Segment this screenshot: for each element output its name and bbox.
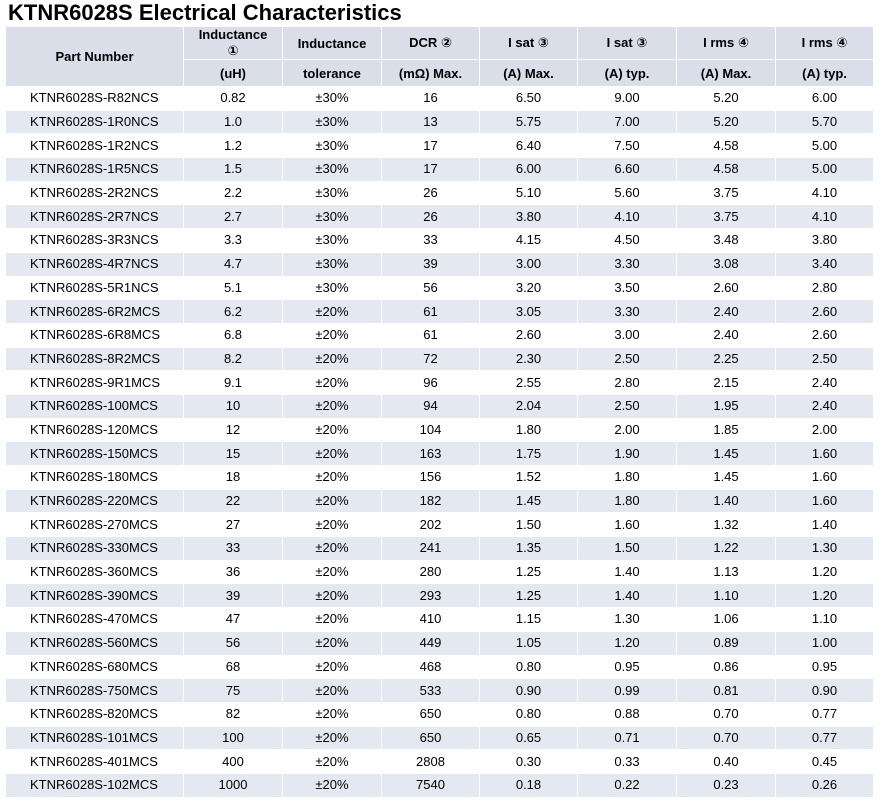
cell-isat-typ: 1.60 bbox=[578, 513, 677, 537]
cell-irms-typ: 2.80 bbox=[776, 276, 874, 300]
cell-irms-typ: 4.10 bbox=[776, 205, 874, 229]
table-row bbox=[6, 347, 874, 371]
cell-inductance: 8.2 bbox=[184, 347, 283, 371]
table-row bbox=[6, 466, 874, 490]
cell-tolerance: ±20% bbox=[283, 726, 382, 750]
cell-inductance: 12 bbox=[184, 418, 283, 442]
cell-part-number: KTNR6028S-750MCS bbox=[6, 679, 184, 703]
cell-part-number: KTNR6028S-102MCS bbox=[6, 773, 184, 797]
cell-part-number: KTNR6028S-100MCS bbox=[6, 394, 184, 418]
cell-tolerance: ±30% bbox=[283, 110, 382, 134]
table-row bbox=[6, 513, 874, 537]
cell-isat-max: 6.40 bbox=[480, 134, 578, 158]
cell-part-number: KTNR6028S-470MCS bbox=[6, 608, 184, 632]
cell-inductance: 1.2 bbox=[184, 134, 283, 158]
cell-part-number: KTNR6028S-5R1NCS bbox=[6, 276, 184, 300]
cell-part-number: KTNR6028S-2R7NCS bbox=[6, 205, 184, 229]
cell-tolerance: ±20% bbox=[283, 560, 382, 584]
cell-inductance: 0.82 bbox=[184, 87, 283, 111]
header-tolerance: Inductance bbox=[283, 27, 382, 60]
cell-tolerance: ±20% bbox=[283, 584, 382, 608]
cell-isat-typ: 9.00 bbox=[578, 87, 677, 111]
cell-tolerance: ±20% bbox=[283, 655, 382, 679]
cell-irms-typ: 4.10 bbox=[776, 181, 874, 205]
cell-isat-max: 2.60 bbox=[480, 323, 578, 347]
cell-irms-typ: 1.20 bbox=[776, 560, 874, 584]
cell-dcr: 182 bbox=[382, 489, 480, 513]
cell-inductance: 4.7 bbox=[184, 252, 283, 276]
cell-irms-typ: 0.26 bbox=[776, 773, 874, 797]
cell-isat-typ: 0.99 bbox=[578, 679, 677, 703]
cell-irms-typ: 2.60 bbox=[776, 323, 874, 347]
cell-tolerance: ±20% bbox=[283, 418, 382, 442]
cell-isat-max: 1.25 bbox=[480, 584, 578, 608]
cell-dcr: 61 bbox=[382, 300, 480, 324]
cell-part-number: KTNR6028S-1R2NCS bbox=[6, 134, 184, 158]
cell-inductance: 2.7 bbox=[184, 205, 283, 229]
cell-inductance: 6.8 bbox=[184, 323, 283, 347]
cell-dcr: 16 bbox=[382, 87, 480, 111]
cell-dcr: 72 bbox=[382, 347, 480, 371]
cell-isat-typ: 1.50 bbox=[578, 537, 677, 561]
cell-isat-max: 2.30 bbox=[480, 347, 578, 371]
cell-isat-typ: 2.80 bbox=[578, 371, 677, 395]
cell-part-number: KTNR6028S-3R3NCS bbox=[6, 229, 184, 253]
cell-part-number: KTNR6028S-401MCS bbox=[6, 750, 184, 774]
cell-irms-max: 1.13 bbox=[677, 560, 776, 584]
cell-dcr: 650 bbox=[382, 702, 480, 726]
cell-irms-typ: 5.70 bbox=[776, 110, 874, 134]
cell-inductance: 56 bbox=[184, 631, 283, 655]
cell-irms-max: 3.08 bbox=[677, 252, 776, 276]
cell-part-number: KTNR6028S-120MCS bbox=[6, 418, 184, 442]
cell-irms-typ: 1.60 bbox=[776, 442, 874, 466]
cell-irms-max: 3.48 bbox=[677, 229, 776, 253]
cell-irms-typ: 2.60 bbox=[776, 300, 874, 324]
cell-dcr: 468 bbox=[382, 655, 480, 679]
table-row bbox=[6, 537, 874, 561]
cell-irms-typ: 1.00 bbox=[776, 631, 874, 655]
cell-irms-max: 2.15 bbox=[677, 371, 776, 395]
cell-isat-max: 0.90 bbox=[480, 679, 578, 703]
table-row bbox=[6, 110, 874, 134]
cell-irms-typ: 0.77 bbox=[776, 726, 874, 750]
cell-dcr: 280 bbox=[382, 560, 480, 584]
cell-tolerance: ±20% bbox=[283, 371, 382, 395]
cell-dcr: 33 bbox=[382, 229, 480, 253]
cell-isat-typ: 0.22 bbox=[578, 773, 677, 797]
cell-dcr: 26 bbox=[382, 181, 480, 205]
cell-inductance: 18 bbox=[184, 466, 283, 490]
cell-part-number: KTNR6028S-1R0NCS bbox=[6, 110, 184, 134]
cell-irms-max: 1.45 bbox=[677, 466, 776, 490]
cell-irms-typ: 0.95 bbox=[776, 655, 874, 679]
cell-tolerance: ±20% bbox=[283, 537, 382, 561]
cell-irms-typ: 2.00 bbox=[776, 418, 874, 442]
cell-dcr: 39 bbox=[382, 252, 480, 276]
table-row bbox=[6, 560, 874, 584]
cell-dcr: 56 bbox=[382, 276, 480, 300]
header-tolerance-unit: tolerance bbox=[283, 60, 382, 87]
cell-tolerance: ±20% bbox=[283, 466, 382, 490]
cell-tolerance: ±20% bbox=[283, 513, 382, 537]
cell-irms-max: 0.86 bbox=[677, 655, 776, 679]
cell-irms-typ: 3.80 bbox=[776, 229, 874, 253]
cell-dcr: 17 bbox=[382, 134, 480, 158]
cell-isat-typ: 1.80 bbox=[578, 489, 677, 513]
cell-isat-max: 1.50 bbox=[480, 513, 578, 537]
cell-dcr: 533 bbox=[382, 679, 480, 703]
table-row bbox=[6, 679, 874, 703]
cell-dcr: 96 bbox=[382, 371, 480, 395]
table-row bbox=[6, 371, 874, 395]
cell-irms-max: 0.70 bbox=[677, 726, 776, 750]
cell-irms-max: 5.20 bbox=[677, 110, 776, 134]
cell-irms-max: 1.22 bbox=[677, 537, 776, 561]
cell-dcr: 202 bbox=[382, 513, 480, 537]
cell-irms-typ: 2.40 bbox=[776, 394, 874, 418]
cell-tolerance: ±30% bbox=[283, 229, 382, 253]
cell-part-number: KTNR6028S-2R2NCS bbox=[6, 181, 184, 205]
table-row bbox=[6, 631, 874, 655]
cell-irms-max: 5.20 bbox=[677, 87, 776, 111]
cell-irms-max: 2.60 bbox=[677, 276, 776, 300]
cell-isat-max: 1.35 bbox=[480, 537, 578, 561]
cell-isat-typ: 1.40 bbox=[578, 560, 677, 584]
cell-inductance: 6.2 bbox=[184, 300, 283, 324]
cell-irms-max: 1.10 bbox=[677, 584, 776, 608]
cell-inductance: 47 bbox=[184, 608, 283, 632]
table-row bbox=[6, 181, 874, 205]
cell-part-number: KTNR6028S-270MCS bbox=[6, 513, 184, 537]
cell-inductance: 1.0 bbox=[184, 110, 283, 134]
cell-inductance: 1000 bbox=[184, 773, 283, 797]
cell-isat-typ: 2.50 bbox=[578, 394, 677, 418]
cell-irms-max: 4.58 bbox=[677, 158, 776, 182]
header-irms-max-unit: (A) Max. bbox=[677, 60, 776, 87]
cell-dcr: 17 bbox=[382, 158, 480, 182]
cell-irms-typ: 1.20 bbox=[776, 584, 874, 608]
table-row bbox=[6, 655, 874, 679]
table-row bbox=[6, 726, 874, 750]
table-row bbox=[6, 134, 874, 158]
cell-irms-max: 1.32 bbox=[677, 513, 776, 537]
cell-isat-typ: 0.88 bbox=[578, 702, 677, 726]
header-isat-max: I sat ③ bbox=[480, 27, 578, 60]
cell-isat-typ: 0.71 bbox=[578, 726, 677, 750]
cell-dcr: 650 bbox=[382, 726, 480, 750]
cell-part-number: KTNR6028S-6R8MCS bbox=[6, 323, 184, 347]
table-row bbox=[6, 87, 874, 111]
cell-isat-max: 1.52 bbox=[480, 466, 578, 490]
cell-irms-max: 4.58 bbox=[677, 134, 776, 158]
cell-irms-typ: 2.50 bbox=[776, 347, 874, 371]
cell-isat-typ: 6.60 bbox=[578, 158, 677, 182]
table-row bbox=[6, 418, 874, 442]
cell-irms-typ: 5.00 bbox=[776, 158, 874, 182]
cell-tolerance: ±30% bbox=[283, 252, 382, 276]
electrical-characteristics-table bbox=[5, 26, 874, 798]
cell-isat-typ: 1.80 bbox=[578, 466, 677, 490]
cell-irms-typ: 3.40 bbox=[776, 252, 874, 276]
cell-irms-max: 0.23 bbox=[677, 773, 776, 797]
cell-part-number: KTNR6028S-101MCS bbox=[6, 726, 184, 750]
cell-isat-typ: 3.50 bbox=[578, 276, 677, 300]
cell-dcr: 410 bbox=[382, 608, 480, 632]
header-inductance-label: Inductance bbox=[198, 27, 268, 42]
cell-isat-max: 5.10 bbox=[480, 181, 578, 205]
header-irms-typ: I rms ④ bbox=[776, 27, 874, 60]
cell-irms-typ: 5.00 bbox=[776, 134, 874, 158]
cell-isat-typ: 1.20 bbox=[578, 631, 677, 655]
cell-isat-max: 0.80 bbox=[480, 702, 578, 726]
cell-irms-max: 1.45 bbox=[677, 442, 776, 466]
cell-tolerance: ±20% bbox=[283, 347, 382, 371]
header-irms-max: I rms ④ bbox=[677, 27, 776, 60]
cell-tolerance: ±20% bbox=[283, 300, 382, 324]
cell-isat-max: 1.80 bbox=[480, 418, 578, 442]
cell-inductance: 68 bbox=[184, 655, 283, 679]
cell-irms-typ: 1.60 bbox=[776, 489, 874, 513]
cell-isat-typ: 3.30 bbox=[578, 300, 677, 324]
cell-isat-max: 0.30 bbox=[480, 750, 578, 774]
table-row bbox=[6, 300, 874, 324]
cell-isat-typ: 0.95 bbox=[578, 655, 677, 679]
cell-irms-max: 1.40 bbox=[677, 489, 776, 513]
header-dcr: DCR ② bbox=[382, 27, 480, 60]
cell-irms-typ: 1.10 bbox=[776, 608, 874, 632]
cell-tolerance: ±20% bbox=[283, 442, 382, 466]
cell-irms-typ: 0.45 bbox=[776, 750, 874, 774]
cell-tolerance: ±30% bbox=[283, 134, 382, 158]
cell-tolerance: ±20% bbox=[283, 394, 382, 418]
cell-part-number: KTNR6028S-820MCS bbox=[6, 702, 184, 726]
cell-irms-max: 0.89 bbox=[677, 631, 776, 655]
cell-inductance: 36 bbox=[184, 560, 283, 584]
cell-isat-max: 3.05 bbox=[480, 300, 578, 324]
cell-irms-max: 1.95 bbox=[677, 394, 776, 418]
table-row bbox=[6, 323, 874, 347]
cell-inductance: 400 bbox=[184, 750, 283, 774]
cell-isat-max: 6.50 bbox=[480, 87, 578, 111]
cell-irms-typ: 1.60 bbox=[776, 466, 874, 490]
cell-inductance: 9.1 bbox=[184, 371, 283, 395]
header-inductance-unit: (uH) bbox=[184, 60, 283, 87]
header-isat-max-unit: (A) Max. bbox=[480, 60, 578, 87]
cell-isat-typ: 4.50 bbox=[578, 229, 677, 253]
cell-dcr: 13 bbox=[382, 110, 480, 134]
table-row bbox=[6, 489, 874, 513]
cell-isat-max: 3.80 bbox=[480, 205, 578, 229]
cell-irms-max: 2.40 bbox=[677, 300, 776, 324]
header-dcr-unit: (mΩ) Max. bbox=[382, 60, 480, 87]
table-row bbox=[6, 773, 874, 797]
cell-part-number: KTNR6028S-330MCS bbox=[6, 537, 184, 561]
table-row bbox=[6, 608, 874, 632]
cell-part-number: KTNR6028S-R82NCS bbox=[6, 87, 184, 111]
cell-part-number: KTNR6028S-1R5NCS bbox=[6, 158, 184, 182]
cell-tolerance: ±20% bbox=[283, 489, 382, 513]
cell-isat-max: 0.18 bbox=[480, 773, 578, 797]
table-row bbox=[6, 205, 874, 229]
cell-tolerance: ±20% bbox=[283, 631, 382, 655]
cell-isat-max: 0.65 bbox=[480, 726, 578, 750]
cell-dcr: 104 bbox=[382, 418, 480, 442]
cell-part-number: KTNR6028S-220MCS bbox=[6, 489, 184, 513]
cell-part-number: KTNR6028S-6R2MCS bbox=[6, 300, 184, 324]
page-title: KTNR6028S Electrical Characteristics bbox=[8, 0, 402, 25]
cell-isat-typ: 5.60 bbox=[578, 181, 677, 205]
cell-tolerance: ±20% bbox=[283, 679, 382, 703]
cell-irms-typ: 0.77 bbox=[776, 702, 874, 726]
cell-isat-typ: 1.30 bbox=[578, 608, 677, 632]
cell-isat-typ: 7.50 bbox=[578, 134, 677, 158]
cell-part-number: KTNR6028S-390MCS bbox=[6, 584, 184, 608]
cell-irms-max: 0.40 bbox=[677, 750, 776, 774]
cell-irms-max: 1.06 bbox=[677, 608, 776, 632]
cell-dcr: 293 bbox=[382, 584, 480, 608]
cell-isat-typ: 0.33 bbox=[578, 750, 677, 774]
cell-tolerance: ±30% bbox=[283, 181, 382, 205]
header-inductance-note: ① bbox=[227, 43, 239, 58]
cell-isat-max: 2.04 bbox=[480, 394, 578, 418]
cell-irms-max: 2.40 bbox=[677, 323, 776, 347]
table-row bbox=[6, 229, 874, 253]
cell-isat-max: 3.00 bbox=[480, 252, 578, 276]
header-irms-typ-unit: (A) typ. bbox=[776, 60, 874, 87]
cell-isat-max: 5.75 bbox=[480, 110, 578, 134]
cell-isat-max: 1.05 bbox=[480, 631, 578, 655]
cell-inductance: 82 bbox=[184, 702, 283, 726]
cell-isat-max: 1.75 bbox=[480, 442, 578, 466]
cell-part-number: KTNR6028S-9R1MCS bbox=[6, 371, 184, 395]
cell-irms-typ: 1.40 bbox=[776, 513, 874, 537]
cell-isat-max: 1.45 bbox=[480, 489, 578, 513]
cell-irms-max: 3.75 bbox=[677, 181, 776, 205]
cell-inductance: 100 bbox=[184, 726, 283, 750]
cell-tolerance: ±20% bbox=[283, 702, 382, 726]
header-part-number: Part Number bbox=[6, 27, 184, 87]
cell-irms-typ: 0.90 bbox=[776, 679, 874, 703]
cell-dcr: 7540 bbox=[382, 773, 480, 797]
cell-part-number: KTNR6028S-150MCS bbox=[6, 442, 184, 466]
header-isat-typ-unit: (A) typ. bbox=[578, 60, 677, 87]
cell-dcr: 26 bbox=[382, 205, 480, 229]
cell-inductance: 3.3 bbox=[184, 229, 283, 253]
cell-inductance: 39 bbox=[184, 584, 283, 608]
cell-dcr: 94 bbox=[382, 394, 480, 418]
cell-isat-typ: 3.30 bbox=[578, 252, 677, 276]
cell-dcr: 61 bbox=[382, 323, 480, 347]
table-row bbox=[6, 158, 874, 182]
table-row bbox=[6, 394, 874, 418]
cell-inductance: 22 bbox=[184, 489, 283, 513]
cell-isat-max: 3.20 bbox=[480, 276, 578, 300]
cell-irms-max: 2.25 bbox=[677, 347, 776, 371]
cell-dcr: 241 bbox=[382, 537, 480, 561]
cell-inductance: 75 bbox=[184, 679, 283, 703]
cell-tolerance: ±30% bbox=[283, 205, 382, 229]
cell-part-number: KTNR6028S-4R7NCS bbox=[6, 252, 184, 276]
cell-part-number: KTNR6028S-560MCS bbox=[6, 631, 184, 655]
cell-inductance: 33 bbox=[184, 537, 283, 561]
cell-irms-max: 0.81 bbox=[677, 679, 776, 703]
cell-dcr: 449 bbox=[382, 631, 480, 655]
cell-tolerance: ±20% bbox=[283, 750, 382, 774]
cell-isat-typ: 3.00 bbox=[578, 323, 677, 347]
cell-isat-typ: 2.50 bbox=[578, 347, 677, 371]
cell-isat-max: 6.00 bbox=[480, 158, 578, 182]
cell-part-number: KTNR6028S-8R2MCS bbox=[6, 347, 184, 371]
cell-part-number: KTNR6028S-360MCS bbox=[6, 560, 184, 584]
cell-isat-max: 2.55 bbox=[480, 371, 578, 395]
cell-irms-max: 1.85 bbox=[677, 418, 776, 442]
cell-tolerance: ±30% bbox=[283, 276, 382, 300]
cell-tolerance: ±30% bbox=[283, 87, 382, 111]
cell-irms-typ: 1.30 bbox=[776, 537, 874, 561]
table-row bbox=[6, 584, 874, 608]
table-row bbox=[6, 442, 874, 466]
table-row bbox=[6, 750, 874, 774]
cell-tolerance: ±20% bbox=[283, 773, 382, 797]
cell-dcr: 156 bbox=[382, 466, 480, 490]
cell-irms-max: 0.70 bbox=[677, 702, 776, 726]
cell-tolerance: ±20% bbox=[283, 608, 382, 632]
cell-isat-typ: 1.90 bbox=[578, 442, 677, 466]
cell-irms-typ: 2.40 bbox=[776, 371, 874, 395]
table-body bbox=[6, 87, 874, 798]
cell-dcr: 2808 bbox=[382, 750, 480, 774]
table-row bbox=[6, 276, 874, 300]
cell-inductance: 10 bbox=[184, 394, 283, 418]
cell-irms-typ: 6.00 bbox=[776, 87, 874, 111]
cell-isat-max: 1.25 bbox=[480, 560, 578, 584]
cell-isat-typ: 1.40 bbox=[578, 584, 677, 608]
cell-inductance: 27 bbox=[184, 513, 283, 537]
cell-isat-typ: 4.10 bbox=[578, 205, 677, 229]
cell-isat-max: 0.80 bbox=[480, 655, 578, 679]
cell-dcr: 163 bbox=[382, 442, 480, 466]
cell-tolerance: ±20% bbox=[283, 323, 382, 347]
cell-isat-max: 1.15 bbox=[480, 608, 578, 632]
table-row bbox=[6, 252, 874, 276]
header-isat-typ: I sat ③ bbox=[578, 27, 677, 60]
cell-isat-max: 4.15 bbox=[480, 229, 578, 253]
cell-tolerance: ±30% bbox=[283, 158, 382, 182]
cell-inductance: 5.1 bbox=[184, 276, 283, 300]
cell-inductance: 15 bbox=[184, 442, 283, 466]
cell-isat-typ: 2.00 bbox=[578, 418, 677, 442]
cell-inductance: 2.2 bbox=[184, 181, 283, 205]
cell-isat-typ: 7.00 bbox=[578, 110, 677, 134]
cell-irms-max: 3.75 bbox=[677, 205, 776, 229]
header-inductance bbox=[184, 27, 283, 60]
cell-part-number: KTNR6028S-680MCS bbox=[6, 655, 184, 679]
cell-part-number: KTNR6028S-180MCS bbox=[6, 466, 184, 490]
table-row bbox=[6, 702, 874, 726]
cell-inductance: 1.5 bbox=[184, 158, 283, 182]
